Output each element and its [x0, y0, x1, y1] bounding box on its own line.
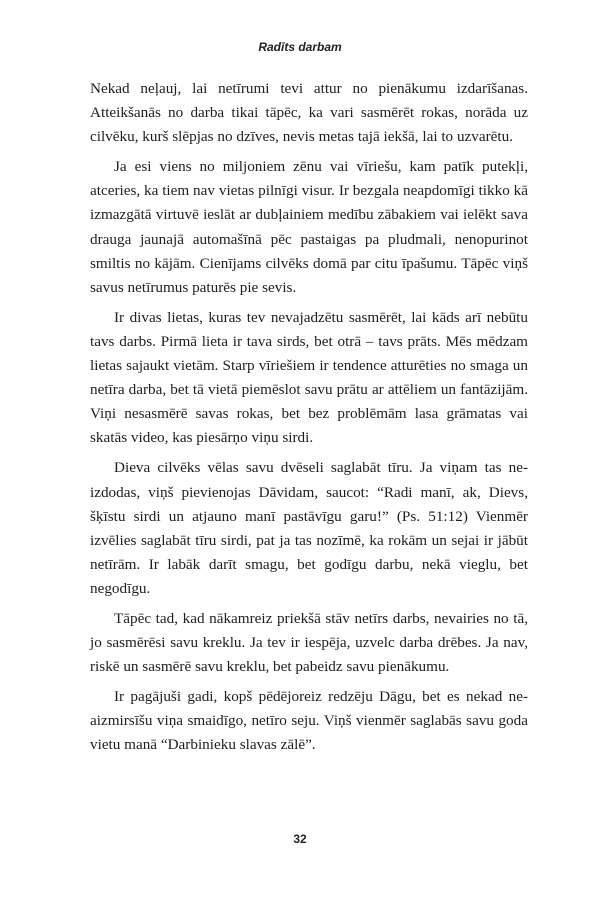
- paragraph: Tāpēc tad, kad nākamreiz priekšā stāv netīrs darbs, nevairies no tā, jo sasmērēsi savu kreklu. Ja tev ir iespēja, uzvelc darba drēbes. Ja nav, riskē un sasmērē savu kreklu, bet pabeidz savu pienākumu.: [90, 609, 528, 676]
- paragraph: Nekad neļauj, lai netīrumi tevi attur no pienākumu izdarīšanas. Atteikšanās no darba tikai tāpēc, ka vari sasmērēt rokas, norāda uz cilvēku, kurš slēpjas no dzīves, nevis metas tajā iekšā, lai to uzvarētu.: [90, 80, 528, 146]
- paragraph: Ja esi viens no miljoniem zēnu vai vīriešu, kam patīk putekļi, atceries, ka tiem nav vietas pilnīgi visur. Ir bezgala neapdomīgi tikko kā izmazgātā virtuvē ieslāt ar dubļainiem medību zābakiem vai ielēkt sava drauga jaunajā automašīnā pēc pastaigas pa pludmali, nenopurinot smiltis no kājām. Cienījams cilvēks domā par citu īpašumu. Tāpēc viņš savus netīrumus paturēs pie sevis.: [90, 158, 528, 296]
- paragraph: Dieva cilvēks vēlas savu dvēseli saglabāt tīru. Ja viņam tas neizdodas, viņš pievienojas Dāvidam, saucot: “Radi manī, ak, Dievs, šķīstu sirdi un atjauno manī pastāvīgu garu!” (Ps. 51:12) Vienmēr izvēlies saglabāt tīru sirdi, pat ja tas nozīmē, ka rokām un sejai ir jābūt netīrām. Ir labāk darīt smagu, bet godīgu darbu, nekā vieglu, bet negodīgu.: [90, 459, 528, 597]
- paragraph: Ir pagājuši gadi, kopš pēdējoreiz redzēju Dāgu, bet es nekad neaizmirsīšu viņa smaidīgo, netīro seju. Viņš vienmēr saglabās savu goda vietu manā “Darbinieku slavas zālē”.: [90, 688, 528, 754]
- paragraph: Ir divas lietas, kuras tev nevajadzētu sasmērēt, lai kāds arī nebūtu tavs darbs. Pirmā lieta ir tava sirds, bet otrā – tavs prāts. Mēs mēdzam lietas sajaukt vietām. Starp vīriešiem ir tendence atturēties no smaga un netīra darba, bet tā vietā piemēslot savu prātu ar attēliem un fantāzijām. Viņi nesasmērē savas rokas, bet bez problēmām lasa grāmatas vai skatās video, kas piesārņo viņu sirdi.: [90, 308, 528, 447]
- page-number: 32: [293, 832, 307, 846]
- body-text: [90, 77, 528, 764]
- running-header: Radīts darbam: [258, 40, 342, 54]
